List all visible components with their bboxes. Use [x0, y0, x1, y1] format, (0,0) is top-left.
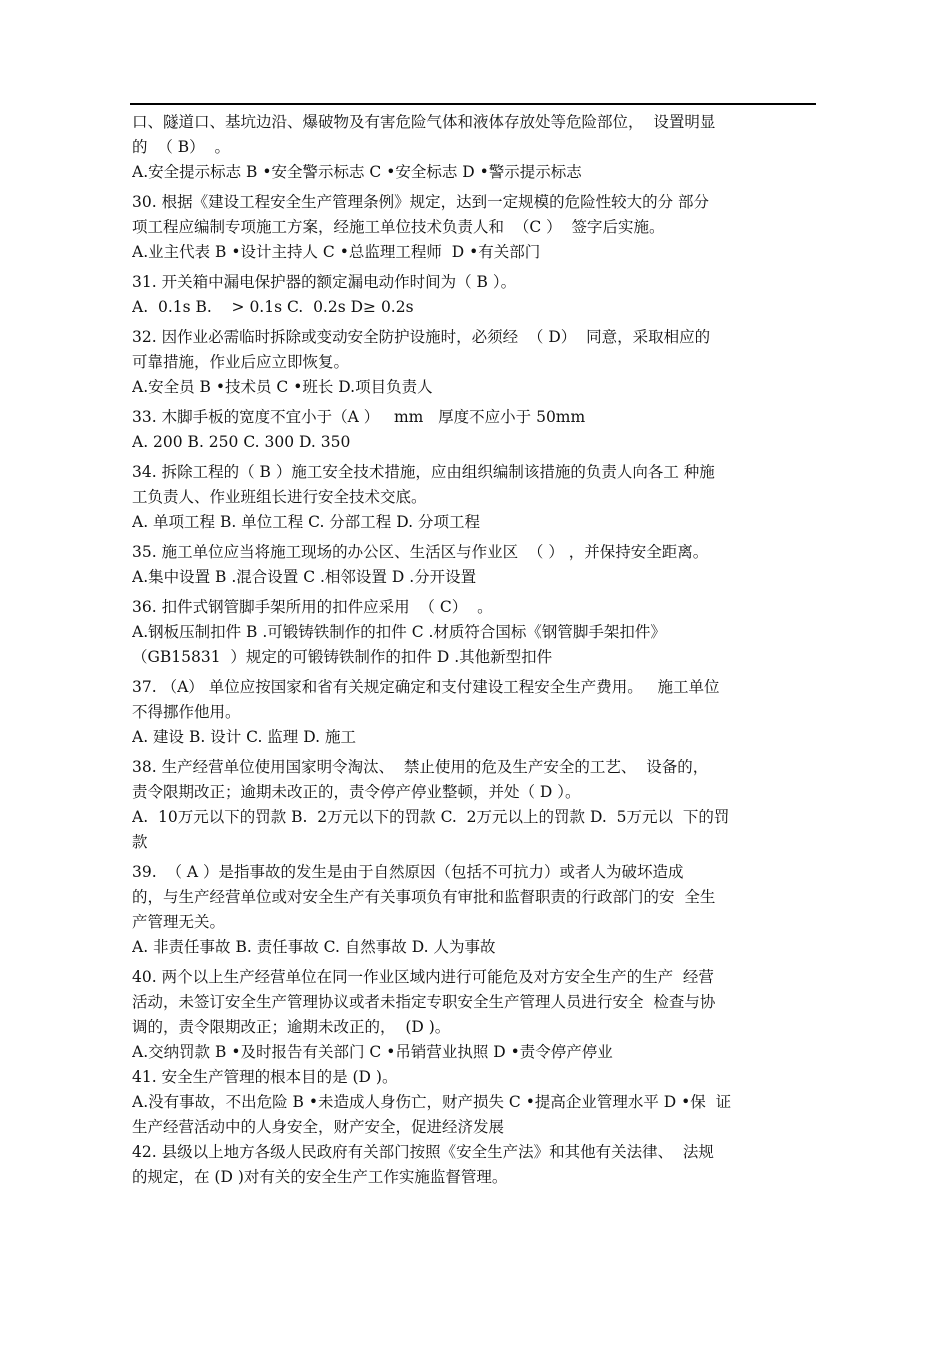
- question-text-line: 的，与生产经营单位或对安全生产有关事项负有审批和监督职责的行政部门的安 全生: [132, 888, 716, 906]
- question-text-line: 36. 扣件式钢管脚手架所用的扣件应采用 （ C） 。: [132, 598, 493, 616]
- question-text-line: 33. 木脚手板的宽度不宜小于（A ） mm 厚度不应小于 50mm: [132, 408, 586, 426]
- question-text-line: A.安全提示标志 B •安全警示标志 C •安全标志 D •警示提示标志: [132, 163, 582, 181]
- question-text-line: 活动，未签订安全生产管理协议或者未指定专职安全生产管理人员进行安全 检查与协: [132, 993, 716, 1011]
- question-text-line: 40. 两个以上生产经营单位在同一作业区域内进行可能危及对方安全生产的生产 经营: [132, 968, 714, 986]
- question-block: [132, 755, 814, 855]
- question-block: [132, 405, 814, 455]
- question-text-line: 产管理无关。: [132, 913, 226, 931]
- question-text-line: 款: [132, 833, 148, 851]
- question-text-line: 41. 安全生产管理的根本目的是 (D )。: [132, 1068, 398, 1086]
- question-text-line: 可靠措施，作业后应立即恢复。: [132, 353, 350, 371]
- question-text-line: A.钢板压制扣件 B .可锻铸铁制作的扣件 C .材质符合国标《钢管脚手架扣件》: [132, 623, 666, 641]
- question-block: [132, 860, 814, 960]
- question-text-line: A.集中设置 B .混合设置 C .相邻设置 D .分开设置: [132, 568, 477, 586]
- question-block: [132, 540, 814, 590]
- question-block: [132, 675, 814, 750]
- question-text-line: 口、隧道口、基坑边沿、爆破物及有害危险气体和液体存放处等危险部位， 设置明显: [132, 113, 716, 131]
- question-text-line: A.安全员 B •技术员 C •班长 D.项目负责人: [132, 378, 433, 396]
- question-text-line: A.业主代表 B •设计主持人 C •总监理工程师 D •有关部门: [132, 243, 541, 261]
- question-text-line: A. 10万元以下的罚款 B. 2万元以下的罚款 C. 2万元以上的罚款 D. 5万元以 下的罚: [132, 808, 730, 826]
- question-text-line: 38. 生产经营单位使用国家明令淘汰、 禁止使用的危及生产安全的工艺、 设备的，: [132, 758, 709, 776]
- question-text-line: 工负责人、作业班组长进行安全技术交底。: [132, 488, 427, 506]
- question-text-line: 34. 拆除工程的（ B ）施工安全技术措施，应由组织编制该措施的负责人向各工 种施: [132, 463, 715, 481]
- question-block: [132, 595, 814, 670]
- question-block: [132, 325, 814, 400]
- question-text-line: 调的，责令限期改正；逾期未改正的， (D )。: [132, 1018, 451, 1036]
- question-text-line: 的规定，在 (D )对有关的安全生产工作实施监督管理。: [132, 1168, 508, 1186]
- question-text-line: A. 建设 B. 设计 C. 监理 D. 施工: [132, 728, 356, 746]
- question-block: [132, 110, 814, 185]
- question-block: [132, 270, 814, 320]
- question-text-line: 责令限期改正；逾期未改正的，责令停产停业整顿，并处（ D ）。: [132, 783, 581, 801]
- question-text-line: 39. （ A ）是指事故的发生是由于自然原因（包括不可抗力）或者人为破坏造成: [132, 863, 684, 881]
- question-text-line: 42. 县级以上地方各级人民政府有关部门按照《安全生产法》和其他有关法律、 法规: [132, 1143, 714, 1161]
- question-text-line: （GB15831 ）规定的可锻铸铁制作的扣件 D .其他新型扣件: [132, 648, 553, 666]
- question-block: [132, 965, 814, 1190]
- question-text-line: 35. 施工单位应当将施工现场的办公区、生活区与作业区 （ ） ，并保持安全距离。: [132, 543, 709, 561]
- question-text-line: 不得挪作他用。: [132, 703, 241, 721]
- question-list: [132, 110, 814, 1195]
- question-text-line: 37. （A） 单位应按国家和省有关规定确定和支付建设工程安全生产费用。 施工单位: [132, 678, 720, 696]
- question-block: [132, 460, 814, 535]
- question-text-line: A. 0.1s B. > 0.1s C. 0.2s D≥ 0.2s: [132, 298, 414, 316]
- question-text-line: 32. 因作业必需临时拆除或变动安全防护设施时，必须经 （ D） 同意，采取相应的: [132, 328, 711, 346]
- header-rule: [130, 103, 816, 105]
- question-text-line: 30. 根据《建设工程安全生产管理条例》规定，达到一定规模的危险性较大的分 部分: [132, 193, 710, 211]
- question-text-line: 项工程应编制专项施工方案，经施工单位技术负责人和 （C ） 签字后实施。: [132, 218, 665, 236]
- question-text-line: A.交纳罚款 B •及时报告有关部门 C •吊销营业执照 D •责令停产停业: [132, 1043, 613, 1061]
- question-text-line: A. 单项工程 B. 单位工程 C. 分部工程 D. 分项工程: [132, 513, 480, 531]
- question-text-line: 31. 开关箱中漏电保护器的额定漏电动作时间为（ B ）。: [132, 273, 517, 291]
- question-text-line: A. 200 B. 250 C. 300 D. 350: [132, 433, 351, 451]
- question-block: [132, 190, 814, 265]
- question-text-line: 生产经营活动中的人身安全，财产安全，促进经济发展: [132, 1118, 505, 1136]
- question-text-line: A. 非责任事故 B. 责任事故 C. 自然事故 D. 人为事故: [132, 938, 496, 956]
- question-text-line: A.没有事故，不出危险 B •未造成人身伤亡，财产损失 C •提高企业管理水平 D •保 证: [132, 1093, 732, 1111]
- question-text-line: 的 （ B） 。: [132, 138, 231, 156]
